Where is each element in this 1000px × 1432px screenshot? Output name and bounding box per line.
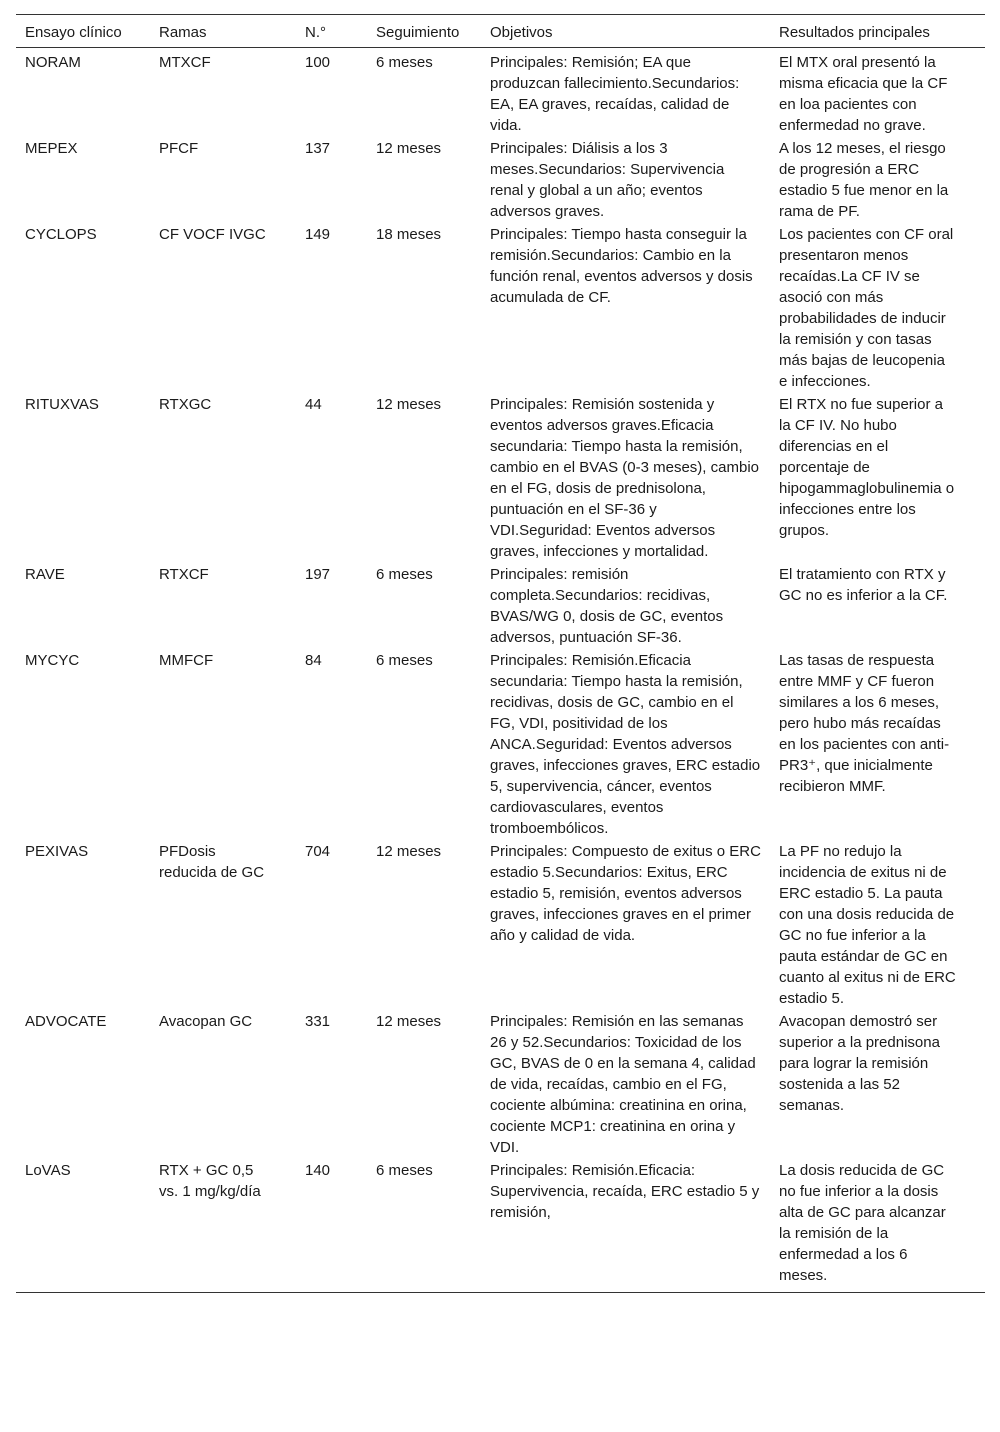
cell-trial: MEPEX — [25, 140, 78, 157]
cell-results: Las tasas de respuesta entre MMF y CF fueron similares a los 6 meses, pero hubo más recaídas en los pacientes con anti-PR3⁺, que inicialmente recibieron MMF. — [779, 652, 950, 795]
cell-results: La PF no redujo la incidencia de exitus ni de ERC estadio 5. La pauta con una dosis reducida de GC no fue inferior a la pauta estándar de GC en cuanto al exitus ni de ERC estadio 5. — [779, 843, 956, 1007]
cell-trial: CYCLOPS — [25, 226, 97, 243]
cell-n: 44 — [305, 396, 322, 413]
cell-arms: PFCF — [159, 140, 199, 157]
cell-followup: 12 meses — [376, 1013, 442, 1030]
cell-followup: 12 meses — [376, 396, 442, 413]
header-results: Resultados principales — [770, 15, 985, 48]
cell-trial: NORAM — [25, 54, 81, 71]
table-row — [16, 48, 985, 139]
cell-followup: 6 meses — [367, 1160, 481, 1293]
cell-n: 197 — [305, 566, 331, 583]
cell-trial: PEXIVAS — [25, 843, 89, 860]
cell-followup: 6 meses — [376, 566, 433, 583]
cell-results: La dosis reducida de GC no fue inferior a la dosis alta de GC para alcanzar la remisión de la enfermedad a los 6 meses. — [770, 1160, 985, 1293]
header-objectives: Objetivos — [481, 15, 770, 48]
table-row — [16, 650, 985, 841]
cell-n: 84 — [305, 652, 322, 669]
clinical-trials-table-container — [16, 14, 985, 1293]
table-row — [16, 138, 985, 224]
cell-followup: 6 meses — [376, 54, 433, 71]
cell-results: A los 12 meses, el riesgo de progresión a ERC estadio 5 fue menor en la rama de PF. — [779, 140, 949, 220]
cell-objectives: Principales: Remisión.Eficacia: Supervivencia, recaída, ERC estadio 5 y remisión, — [481, 1160, 770, 1293]
table-body — [16, 48, 985, 1293]
cell-followup: 12 meses — [376, 140, 442, 157]
cell-trial: ADVOCATE — [25, 1013, 107, 1030]
cell-objectives: Principales: Remisión; EA que produzcan fallecimiento.Secundarios: EA, EA graves, recaídas, calidad de vida. — [490, 54, 740, 134]
cell-objectives: Principales: Compuesto de exitus o ERC estadio 5.Secundarios: Exitus, ERC estadio 5, remisión, eventos adversos graves, infecciones graves en el primer año y calidad de vida. — [490, 843, 761, 944]
cell-objectives: Principales: Remisión en las semanas 26 y 52.Secundarios: Toxicidad de los GC, BVAS de 0 en la semana 4, calidad de vida, recaídas, cambio en el FG, cociente albúmina: creatinina en orina, cociente MCP1: creatinina en orina y VDI. — [490, 1013, 756, 1156]
cell-results: Los pacientes con CF oral presentaron menos recaídas.La CF IV se asoció con más probabilidades de inducir la remisión y con tasas más bajas de leucopenia e infecciones. — [779, 226, 954, 390]
header-arms: Ramas — [150, 15, 296, 48]
cell-results: El RTX no fue superior a la CF IV. No hubo diferencias en el porcentaje de hipogammaglobulinemia o infecciones entre los grupos. — [779, 396, 955, 539]
cell-n: 100 — [305, 54, 331, 71]
header-n: N.° — [296, 15, 367, 48]
cell-arms: MTXCF — [159, 54, 211, 71]
cell-results: El tratamiento con RTX y GC no es inferior a la CF. — [779, 566, 948, 604]
clinical-trials-table — [16, 14, 985, 1293]
cell-n: 331 — [305, 1013, 331, 1030]
cell-followup: 6 meses — [376, 652, 433, 669]
table-row — [16, 564, 985, 650]
cell-arms: PFDosis reducida de GC — [159, 843, 265, 881]
cell-arms: RTXGC — [159, 396, 212, 413]
header-row — [16, 15, 985, 48]
header-followup: Seguimiento — [367, 15, 481, 48]
cell-arms: RTX + GC 0,5 vs. 1 mg/kg/día — [150, 1160, 296, 1293]
cell-followup: 12 meses — [376, 843, 442, 860]
cell-n: 140 — [296, 1160, 367, 1293]
cell-arms: CF VOCF IVGC — [159, 226, 266, 243]
cell-results: El MTX oral presentó la misma eficacia que la CF en loa pacientes con enfermedad no grave. — [779, 54, 948, 134]
cell-objectives: Principales: Tiempo hasta conseguir la remisión.Secundarios: Cambio en la función renal, eventos adversos y dosis acumulada de CF. — [490, 226, 753, 306]
cell-arms: RTXCF — [159, 566, 209, 583]
cell-objectives: Principales: Remisión sostenida y eventos adversos graves.Eficacia secundaria: Tiempo hasta la remisión, cambio en el BVAS (0-3 meses), cambio en el FG, dosis de prednisolona, puntuación en el SF-36 y VDI.Seguridad: Eventos adversos graves, infecciones y mortalidad. — [490, 396, 759, 560]
cell-objectives: Principales: remisión completa.Secundarios: recidivas, BVAS/WG 0, dosis de GC, eventos adversos, puntuación SF-36. — [490, 566, 724, 646]
cell-n: 137 — [305, 140, 331, 157]
table-row — [16, 1160, 985, 1293]
cell-n: 149 — [305, 226, 331, 243]
cell-followup: 18 meses — [376, 226, 442, 243]
cell-objectives: Principales: Diálisis a los 3 meses.Secundarios: Supervivencia renal y global a un año; eventos adversos graves. — [490, 140, 725, 220]
table-row — [16, 1011, 985, 1160]
cell-n: 704 — [305, 843, 331, 860]
cell-arms: Avacopan GC — [159, 1013, 253, 1030]
table-row — [16, 224, 985, 394]
cell-arms: MMFCF — [159, 652, 214, 669]
cell-trial: RITUXVAS — [25, 396, 99, 413]
cell-trial: LoVAS — [16, 1160, 150, 1293]
table-header — [16, 15, 985, 48]
cell-trial: RAVE — [25, 566, 65, 583]
table-row — [16, 394, 985, 564]
table-row — [16, 841, 985, 1011]
cell-trial: MYCYC — [25, 652, 80, 669]
cell-objectives: Principales: Remisión.Eficacia secundaria: Tiempo hasta la remisión, recidivas, dosis de GC, cambio en el FG, VDI, positividad de los ANCA.Seguridad: Eventos adversos graves, infecciones graves, ERC estadio 5, supervivencia, cáncer, eventos cardiovasculares, eventos tromboembólicos. — [490, 652, 761, 837]
header-trial: Ensayo clínico — [16, 15, 150, 48]
cell-results: Avacopan demostró ser superior a la prednisona para lograr la remisión sostenida a las 52 semanas. — [779, 1013, 940, 1114]
